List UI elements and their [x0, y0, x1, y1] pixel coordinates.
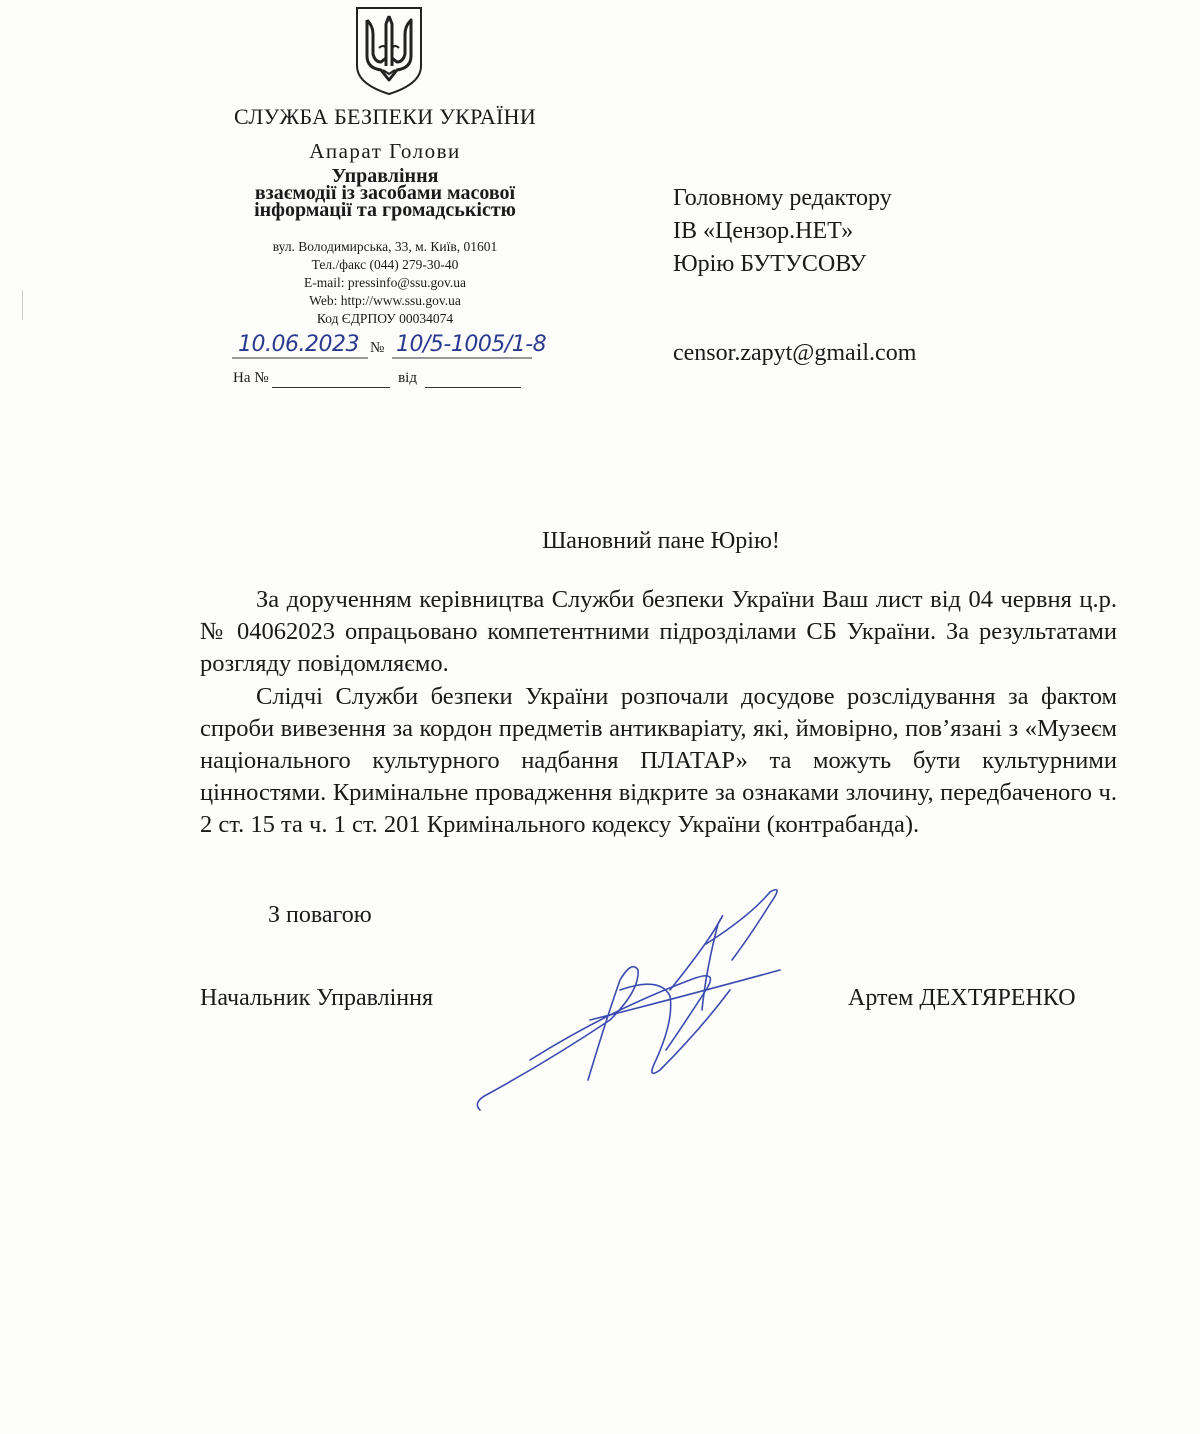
department-title-line-2: взаємодії із засобами масової: [254, 182, 516, 204]
salutation: Шановний пане Юрію!: [542, 528, 780, 554]
department-title-line-3: інформації та громадськістю: [254, 199, 516, 221]
apparatus-name: Апарат Голови: [309, 139, 461, 163]
reference-number-blank: [272, 370, 390, 388]
trident-coat-of-arms-icon: [353, 4, 425, 96]
letterhead-contacts: [200, 238, 570, 328]
registration-number-label: №: [370, 340, 385, 356]
registration-date: 10.06.2023: [238, 332, 359, 357]
closing: З повагою: [268, 902, 372, 928]
signer-name: Артем ДЕХТЯРЕНКО: [848, 985, 1076, 1011]
reference-date-blank: [425, 370, 521, 388]
registration-line: [232, 328, 592, 364]
recipient-outlet: ІВ «Цензор.НЕТ»: [673, 218, 854, 244]
reference-line: [233, 370, 543, 394]
organization-name: СЛУЖБА БЕЗПЕКИ УКРАЇНИ: [233, 104, 537, 129]
handwritten-signature: [470, 880, 820, 1120]
website: Web: http://www.ssu.gov.ua: [309, 293, 461, 308]
recipient-block: [673, 182, 892, 281]
signer-position: Начальник Управління: [200, 985, 433, 1011]
recipient-name: Юрію БУТУСОВУ: [673, 251, 867, 277]
contact-email: E-mail: pressinfo@ssu.gov.ua: [304, 275, 466, 290]
edrpou-code: Код ЄДРПОУ 00034074: [316, 311, 454, 326]
department-title: [200, 165, 570, 221]
phone-fax: Тел./факс (044) 279-30-40: [311, 257, 459, 272]
postal-address: вул. Володимирська, 33, м. Київ, 01601: [272, 239, 498, 254]
reference-label: На №: [233, 370, 269, 386]
body-paragraph-1: За дорученням керівництва Служби безпеки України Ваш лист від 04 червня ц.р. № 04062023 опрацьовано компетентними підрозділами СБ України. За результатами розгляду повідомляємо.: [200, 586, 1117, 677]
department-title-line-1: Управління: [331, 165, 439, 187]
scan-margin-mark: [22, 290, 23, 320]
recipient-position: Головному редактору: [673, 185, 892, 211]
reference-from-label: від: [398, 370, 417, 386]
registration-number: 10/5-1005/1-8: [396, 332, 547, 357]
body-paragraph-2: Слідчі Служби безпеки України розпочали досудове розслідування за фактом спроби вивезення за кордон предметів антикваріату, які, ймовірно, пов’язані з «Музеєм національного культурного надбання ПЛАТАР» та можуть бути культурними цінностями. Кримінальне провадження відкрите за ознаками злочину, передбаченого ч. 2 ст. 15 та ч. 1 ст. 201 Кримінального кодексу України (контрабанда).: [200, 683, 1117, 838]
recipient-email: censor.zapyt@gmail.com: [673, 340, 917, 366]
